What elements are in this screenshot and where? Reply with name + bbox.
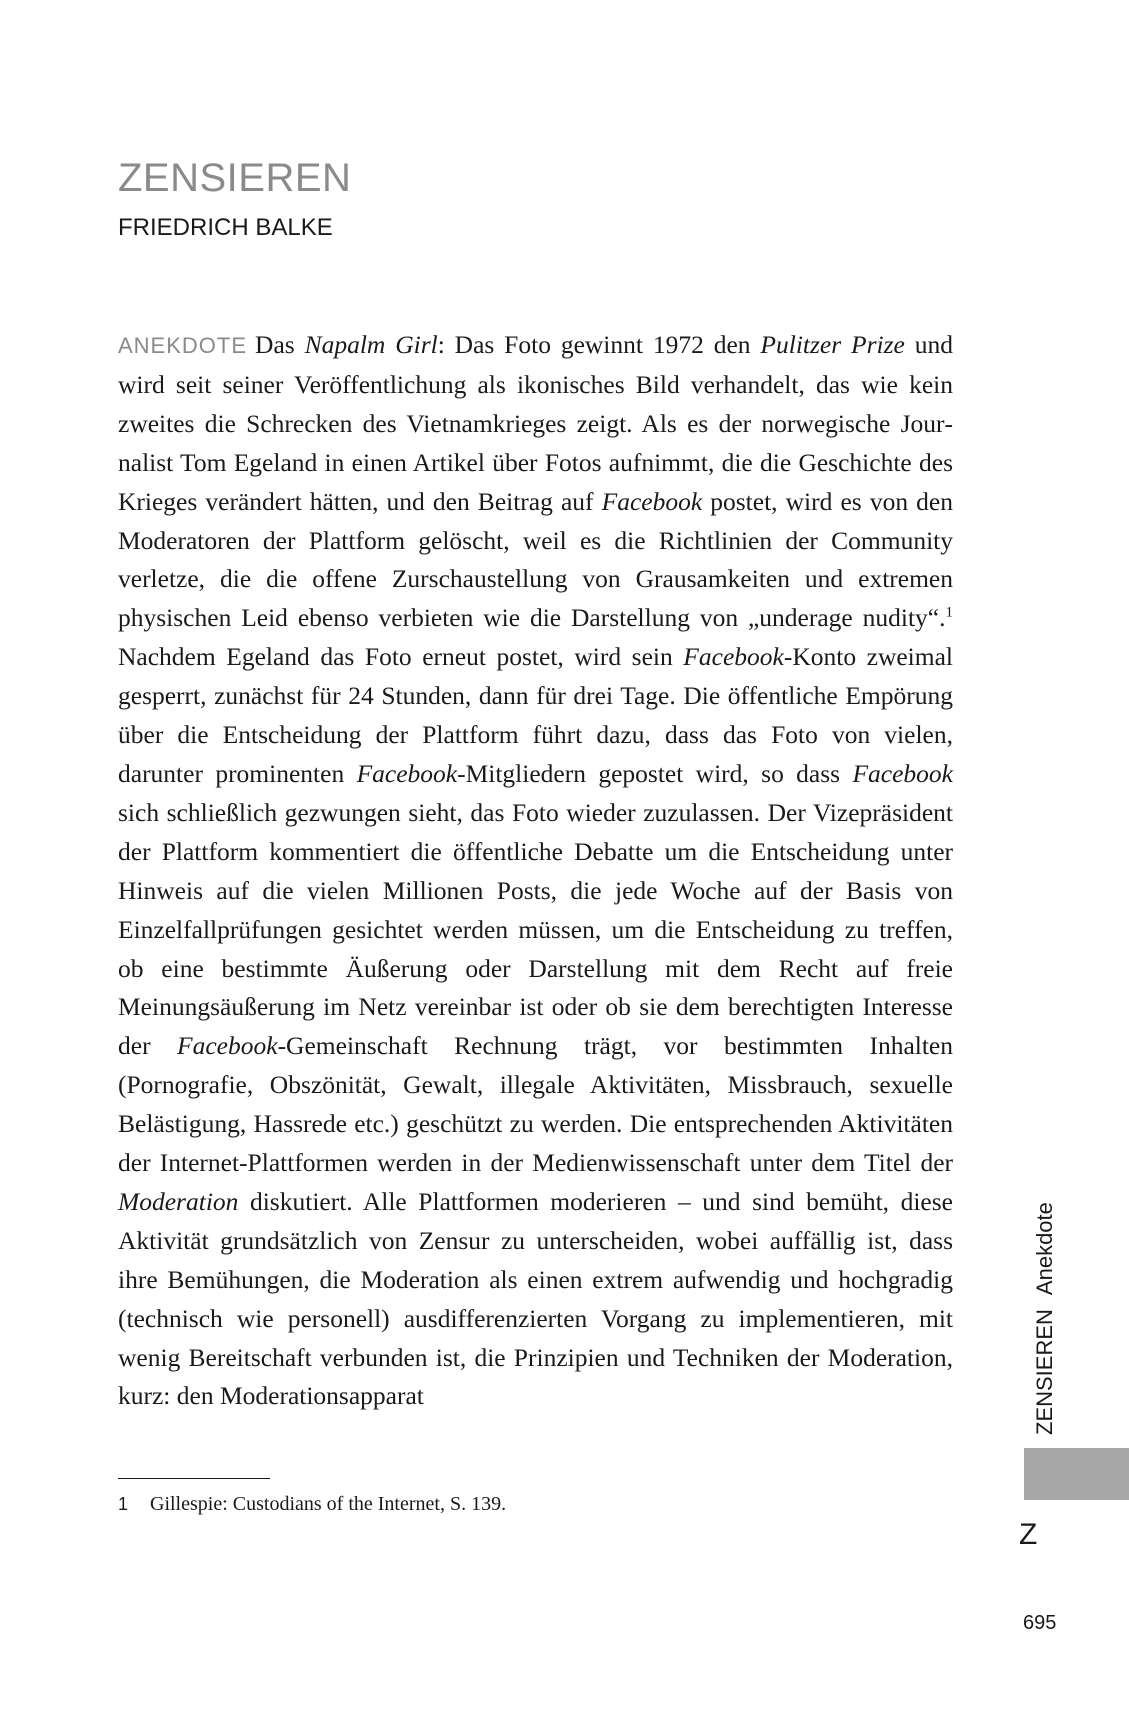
italic-text: Pulitzer Prize bbox=[760, 330, 905, 359]
text-run: und wird seit seiner Veröffentlichung als ikonisches Bild verhandelt, das wie kein zweites die Schrecken des Vietnamkrieges zeigt. Als es der norwegische Journalist Tom Egeland in einen Artikel über Fotos aufnimmt, die die Geschichte des Krieges verändert hätten, und den Beitrag auf bbox=[118, 330, 953, 516]
text-run: Das bbox=[255, 330, 305, 359]
chapter-title: ZENSIEREN bbox=[118, 156, 352, 200]
chapter-author: FRIEDRICH BALKE bbox=[118, 214, 333, 241]
running-head-chapter: ZENSIEREN bbox=[1032, 1309, 1057, 1435]
body-text bbox=[118, 330, 953, 1410]
text-run: sich schließlich gezwungen sieht, das Foto wieder zuzulassen. Der Vizepräsident der Plattform kommentiert die öffentliche Debatte um die Entscheidung unter Hinweis auf die vielen Millionen Posts, die jede Woche auf der Basis von Einzelfallprüfungen gesichtet werden müssen, um die Entscheidung zu treffen, ob eine bestimmte Äußerung oder Darstellung mit dem Recht auf freie Meinungsäußerung im Netz vereinbar ist oder ob sie dem berechtigten Interesse der bbox=[118, 797, 953, 1061]
italic-text: Moderation bbox=[118, 1186, 239, 1216]
section-label: ANEKDOTE bbox=[118, 333, 248, 358]
footnote-reference: 1 bbox=[945, 604, 953, 621]
text-run: Nachdem Egeland das Foto erneut postet, wird sein bbox=[118, 642, 684, 672]
italic-text: Facebook bbox=[852, 758, 953, 788]
running-head-section: Anekdote bbox=[1032, 1202, 1057, 1296]
italic-text: Facebook bbox=[601, 486, 703, 516]
italic-text: Facebook bbox=[177, 1031, 278, 1061]
text-run: -Mitgliedern gepostet wird, so dass bbox=[457, 758, 853, 788]
running-head bbox=[1034, 1202, 1056, 1435]
footnote bbox=[118, 1491, 506, 1517]
page-number: 695 bbox=[1023, 1612, 1057, 1634]
thumb-tab-letter: Z bbox=[1019, 1518, 1038, 1551]
text-run: -Konto zweimal gesperrt, zunächst für 24 Stunden, dann für drei Tage. Die öffentliche Empörung über die Entscheidung der Plattform führt dazu, dass das Foto von vielen, darunter prominenten bbox=[118, 642, 954, 788]
italic-text: Napalm Girl bbox=[304, 330, 438, 359]
italic-text: Facebook bbox=[356, 758, 458, 788]
thumb-tab bbox=[1024, 1448, 1129, 1500]
text-run: postet, wird es von den Moderatoren der Plattform gelöscht, weil es die Richtlinien der Community verletze, die die offene Zurschaustellung von Grausamkeiten und extremen physischen Leid ebenso verbieten wie die Darstellung von „underage nudity“. bbox=[118, 486, 953, 633]
footnote-text: Gillespie: Custodians of the Internet, S. 139. bbox=[150, 1493, 507, 1515]
body-paragraph bbox=[118, 326, 953, 1416]
footnote-number: 1 bbox=[118, 1494, 129, 1514]
footnote-divider bbox=[118, 1478, 270, 1479]
text-run: diskutiert. Alle Plattformen moderieren – und sind bemüht, diese Aktivität grundsätzlich von Zensur zu unterscheiden, wobei auffällig ist, dass ihre Bemühungen, die Moderation als einen extrem aufwendig und hochgradig (technisch wie personell) ausdifferenzierten Vorgang zu implementieren, mit wenig Bereitschaft verbunden ist, die Prinzipien und Techniken der Moderation, kurz: den Moderationsapparat bbox=[118, 1186, 953, 1411]
text-run: -Gemeinschaft Rechnung trägt, vor bestimmten Inhalten (Pornografie, Obszönität, Gewalt, illegale Aktivitäten, Missbrauch, sexuelle Belästigung, Hassrede etc.) geschützt zu werden. Die entsprechenden Aktivitäten der Internet-Plattformen werden in der Medienwissenschaft unter dem Titel der bbox=[118, 1031, 954, 1178]
text-run: : Das Foto gewinnt 1972 den bbox=[437, 330, 761, 359]
italic-text: Facebook bbox=[683, 642, 784, 672]
